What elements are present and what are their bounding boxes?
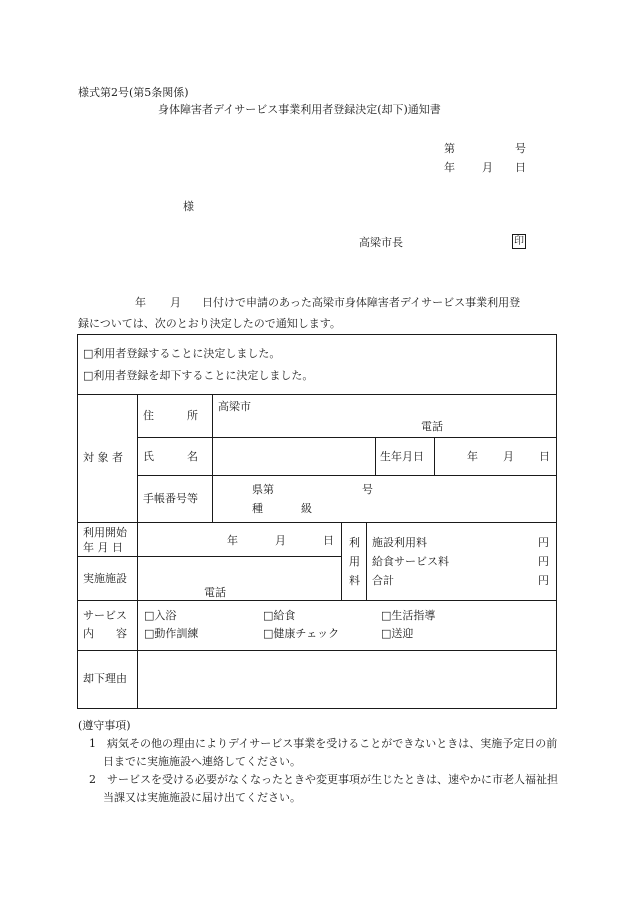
address-value: 高梁市 <box>218 400 251 413</box>
intro-line-1 <box>78 292 558 313</box>
seal-mark: 印 <box>514 236 524 247</box>
start-date-label-1: 利用開始 <box>83 526 127 539</box>
fee-total-unit: 円 <box>538 574 549 587</box>
decision-approve-option: □利用者登録することに決定しました。 <box>83 347 281 360</box>
address-phone-label: 電話 <box>421 420 443 433</box>
birth-day: 日 <box>539 450 550 463</box>
decision-reject-option: □利用者登録を却下することに決定しました。 <box>83 369 314 382</box>
form-number: 様式第2号(第5条関係) <box>78 86 189 99</box>
intro-month: 月 <box>170 296 181 309</box>
intro-year: 年 <box>135 296 146 309</box>
handbook-prefecture: 県第 <box>252 483 274 496</box>
fee-label-3: 料 <box>349 574 360 587</box>
fee-total-name: 合計 <box>372 574 394 587</box>
intro-paragraph <box>78 292 558 334</box>
start-date-label-2: 年 月 日 <box>83 541 123 554</box>
date-day: 日 <box>515 161 526 174</box>
birthdate-label: 生年月日 <box>380 450 424 463</box>
doc-number-suffix: 号 <box>515 142 526 155</box>
fee-label-2: 用 <box>349 555 360 568</box>
intro-line-2: 録については、次のとおり決定したので通知します。 <box>78 317 341 330</box>
service-label-2: 内 容 <box>83 627 127 640</box>
note-item-2: 2 サービスを受ける必要がなくなったときや変更事項が生じたときは、速やかに市老人福祉担当課又は実施施設に届け出てください。 <box>89 773 558 804</box>
intro-line-1-text: 日付けで申請のあった高梁市身体障害者デイサービス事業利用登 <box>202 296 521 309</box>
name-label: 氏 名 <box>143 450 198 463</box>
fee-meal-name: 給食サービス料 <box>372 555 449 568</box>
service-label-1: サービス <box>83 609 127 622</box>
handbook-label: 手帳番号等 <box>143 492 198 505</box>
subject-label: 対 象 者 <box>83 451 123 464</box>
facility-label: 実施施設 <box>83 572 127 585</box>
handbook-number-suffix: 号 <box>362 483 373 496</box>
date-year: 年 <box>444 161 455 174</box>
birth-month: 月 <box>503 450 514 463</box>
service-movement-training: □動作訓練 <box>144 627 199 640</box>
service-bathing: □入浴 <box>144 609 177 622</box>
start-day: 日 <box>323 534 334 547</box>
service-health-check: □健康チェック <box>263 627 340 640</box>
note-item-1: 1 病気その他の理由によりデイサービス事業を受けることができないときは、実施予定日の前日までに実施施設へ連絡してください。 <box>89 737 558 768</box>
document-title: 身体障害者デイサービス事業利用者登録決定(却下)通知書 <box>158 103 441 116</box>
fee-facility-name: 施設利用料 <box>372 536 427 549</box>
issuer: 高梁市長 <box>359 236 403 249</box>
doc-number-prefix: 第 <box>444 142 455 155</box>
fee-label-1: 利 <box>349 536 360 549</box>
reject-reason-label: 却下理由 <box>83 672 127 685</box>
date-month: 月 <box>482 161 493 174</box>
compliance-notes <box>78 717 558 807</box>
service-meals: □給食 <box>263 609 296 622</box>
birth-year: 年 <box>467 450 478 463</box>
address-label: 住 所 <box>143 409 198 422</box>
start-year: 年 <box>227 534 238 547</box>
facility-phone-label: 電話 <box>204 586 226 599</box>
fee-facility-unit: 円 <box>538 536 549 549</box>
start-month: 月 <box>275 534 286 547</box>
handbook-grade: 級 <box>301 502 312 515</box>
handbook-type: 種 <box>252 502 263 515</box>
service-transport: □送迎 <box>381 627 414 640</box>
notes-heading: (遵守事項) <box>78 719 131 732</box>
service-life-guidance: □生活指導 <box>381 609 436 622</box>
recipient-honorific: 様 <box>183 200 194 213</box>
fee-meal-unit: 円 <box>538 555 549 568</box>
